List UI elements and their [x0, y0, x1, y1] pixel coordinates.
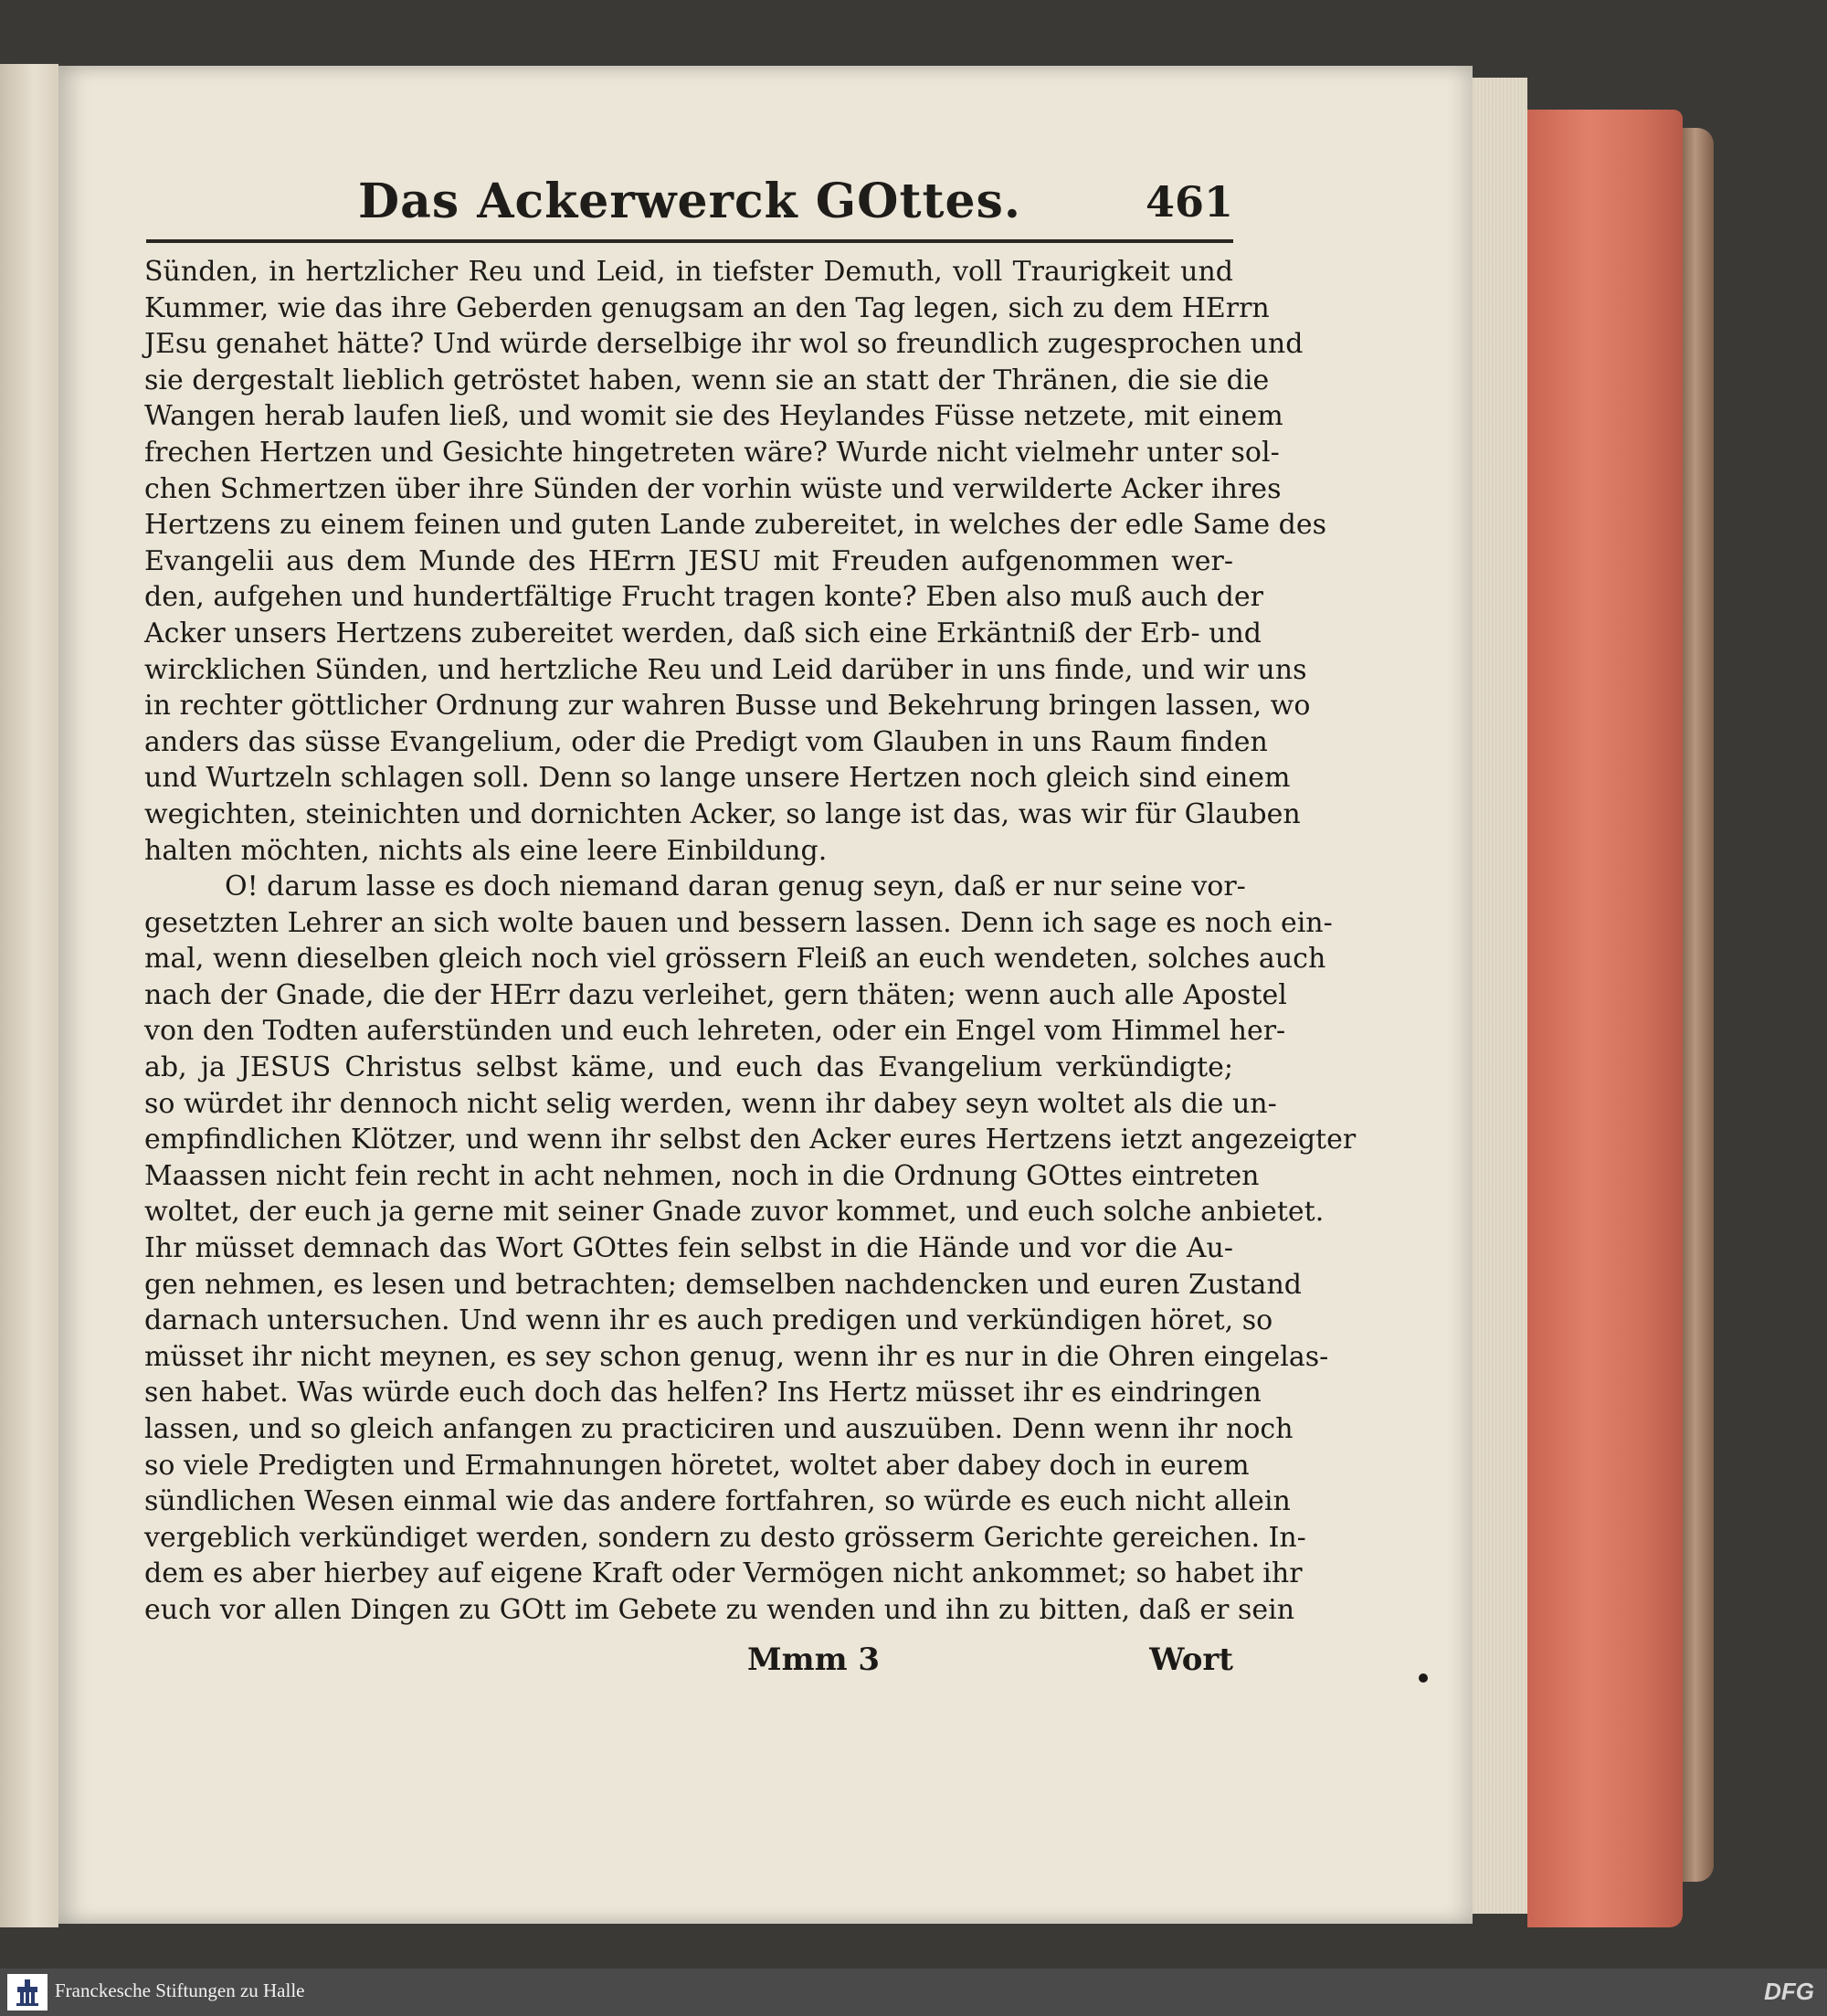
text-line: empfindlichen Klötzer, und wenn ihr selbst den Acker eures Hertzens ietzt angezeigter — [144, 1124, 1357, 1156]
text-line: O! darum lasse es doch niemand daran genug seyn, daß er nur seine vor- — [225, 871, 1246, 903]
text-line: Sünden, in hertzlicher Reu und Leid, in tiefster Demuth, voll Traurigkeit und — [144, 256, 1233, 288]
ink-dot — [1419, 1673, 1428, 1683]
text-line: wircklichen Sünden, und hertzliche Reu und Leid darüber in uns finde, und wir uns — [144, 653, 1307, 686]
text-line: mal, wenn dieselben gleich noch viel grössern Fleiß an euch wendeten, solches auch — [144, 943, 1326, 976]
text-line: Ihr müsset demnach das Wort GOttes fein selbst in die Hände und vor die Au- — [144, 1232, 1233, 1265]
text-line: sie dergestalt lieblich getröstet haben, wenn sie an statt der Thränen, die sie die — [144, 364, 1270, 396]
text-line: JEsu genahet hätte? Und würde derselbige ihr wol so freundlich zugesprochen und — [144, 328, 1304, 361]
catchword: Wort — [1149, 1641, 1233, 1678]
text-line: halten möchten, nichts als eine leere Einbildung. — [144, 834, 828, 867]
text-line: euch vor allen Dingen zu GOtt im Gebete zu wenden und ihn zu bitten, daß er sein — [144, 1593, 1295, 1626]
text-line: nach der Gnade, die der HErr dazu verleihet, gern thäten; wenn auch alle Apostel — [144, 978, 1287, 1011]
text-line: frechen Hertzen und Gesichte hingetreten wäre? Wurde nicht vielmehr unter sol- — [144, 436, 1280, 469]
viewer-footer-bar — [0, 1969, 1827, 2016]
text-line: den, aufgehen und hundertfältige Frucht tragen konte? Eben also muß auch der — [144, 581, 1263, 614]
text-line: anders das süsse Evangelium, oder die Predigt vom Glauben in uns Raum finden — [144, 725, 1268, 758]
text-line: dem es aber hierbey auf eigene Kraft oder Vermögen nicht ankommet; so habet ihr — [144, 1557, 1303, 1590]
text-line: sen habet. Was würde euch doch das helfen? Ins Hertz müsset ihr es eindringen — [144, 1377, 1262, 1409]
text-line: chen Schmertzen über ihre Sünden der vorhin wüste und verwilderte Acker ihres — [144, 472, 1282, 505]
page-stack-edge — [1473, 78, 1527, 1914]
franckesche-stiftungen-logo-icon[interactable] — [7, 1974, 48, 2011]
dfg-logo[interactable]: DFG — [1764, 1978, 1814, 2005]
text-line: Maassen nicht fein recht in acht nehmen, noch in die Ordnung GOttes eintreten — [144, 1159, 1260, 1192]
header-rule — [146, 239, 1233, 243]
text-line: Kummer, wie das ihre Geberden genugsam an den Tag legen, sich zu dem HErrn — [144, 291, 1270, 324]
red-page-edges — [1527, 110, 1683, 1927]
text-line: von den Todten auferstünden und euch lehreten, oder ein Engel vom Himmel her- — [144, 1015, 1286, 1048]
text-line: in rechter göttlicher Ordnung zur wahren Busse und Bekehrung bringen lassen, wo — [144, 690, 1311, 723]
facing-page-edge — [0, 64, 58, 1927]
text-line: darnach untersuchen. Und wenn ihr es auch predigen und verkündigen höret, so — [144, 1304, 1273, 1337]
book-spine — [1683, 128, 1714, 1882]
institution-label[interactable]: Franckesche Stiftungen zu Halle — [55, 1979, 305, 2001]
running-head: Das Ackerwerck GOttes. — [358, 174, 1021, 229]
text-line: wegichten, steinichten und dornichten Acker, so lange ist das, was wir für Glauben — [144, 797, 1301, 830]
text-line: gen nehmen, es lesen und betrachten; demselben nachdencken und euren Zustand — [144, 1268, 1302, 1301]
body-text — [144, 254, 1357, 1629]
text-line: Acker unsers Hertzens zubereitet werden, daß sich eine Erkäntniß der Erb- und — [144, 617, 1262, 649]
page-number: 461 — [1145, 177, 1233, 227]
text-line: ab, ja JESUS Christus selbst käme, und euch das Evangelium verkündigte; — [144, 1051, 1233, 1084]
text-line: gesetzten Lehrer an sich wolte bauen und bessern lassen. Denn ich sage es noch ein- — [144, 906, 1333, 939]
text-line: lassen, und so gleich anfangen zu practiciren und auszuüben. Denn wenn ihr noch — [144, 1413, 1294, 1445]
text-line: Evangelii aus dem Munde des HErrn JESU mit Freuden aufgenommen wer- — [144, 544, 1233, 577]
text-line: Hertzens zu einem feinen und guten Lande zubereitet, in welches der edle Same des — [144, 509, 1326, 542]
text-line: und Wurtzeln schlagen soll. Denn so lange unsere Hertzen noch gleich sind einem — [144, 762, 1291, 795]
text-line: sündlichen Wesen einmal wie das andere fortfahren, so würde es euch nicht allein — [144, 1485, 1291, 1518]
text-line: so würdet ihr dennoch nicht selig werden, wenn ihr dabey seyn woltet als die un- — [144, 1087, 1277, 1120]
text-line: vergeblich verkündiget werden, sondern zu desto grösserm Gerichte gereichen. In- — [144, 1521, 1306, 1554]
text-line: woltet, der euch ja gerne mit seiner Gnade zuvor kommet, und euch solche anbietet. — [144, 1196, 1325, 1229]
text-line: Wangen herab laufen ließ, und womit sie des Heylandes Füsse netzete, mit einem — [144, 400, 1283, 433]
page-footer — [144, 1641, 1233, 1685]
text-line: müsset ihr nicht meynen, es sey schon genug, wenn ihr es nur in die Ohren eingelas- — [144, 1340, 1329, 1373]
text-line: so viele Predigten und Ermahnungen höretet, woltet aber dabey doch in eurem — [144, 1449, 1250, 1482]
page-header — [146, 174, 1233, 237]
signature-mark: Mmm 3 — [747, 1641, 881, 1678]
